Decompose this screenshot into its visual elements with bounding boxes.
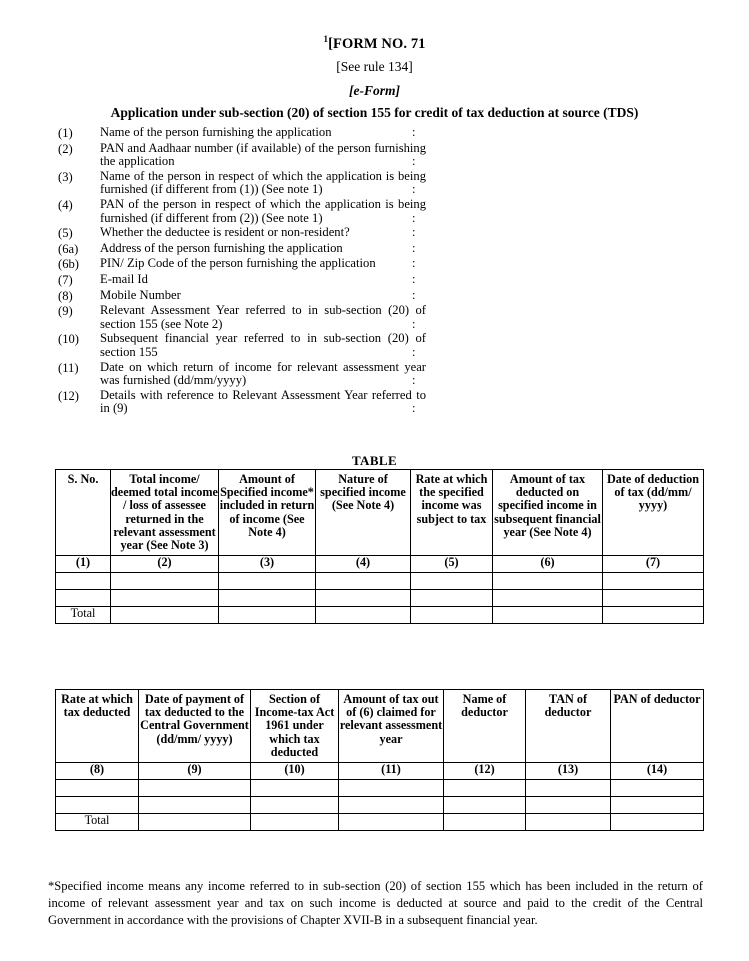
form-field-colon: : bbox=[412, 373, 416, 388]
form-field-number: (6b) bbox=[58, 257, 79, 272]
column-number: (3) bbox=[219, 556, 316, 573]
table-cell-empty[interactable] bbox=[251, 814, 339, 831]
form-field-colon: : bbox=[412, 344, 416, 359]
table-cell-empty[interactable] bbox=[444, 814, 526, 831]
table-cell-empty[interactable] bbox=[56, 590, 111, 607]
column-number: (5) bbox=[411, 556, 493, 573]
table-total-row bbox=[56, 814, 704, 831]
table-cell-empty[interactable] bbox=[339, 780, 444, 797]
footnote-specified-income: *Specified income means any income referred to in sub-section (20) of section 155 which has been included in the return of income of relevant assessment year and tax on such income is deducted at source and paid to the credit of the Central Government in accordance with the provisions of Chapter XVII-B in a subsequent financial year. bbox=[48, 879, 703, 927]
form-field-label: PAN and Aadhaar number (if available) of the person furnishing the application bbox=[100, 140, 426, 169]
table-cell-empty[interactable] bbox=[56, 573, 111, 590]
table-cell-empty[interactable] bbox=[56, 797, 139, 814]
form-field-label: Subsequent financial year referred to in sub-section (20) of section 155 bbox=[100, 331, 426, 359]
table-cell-empty[interactable] bbox=[251, 797, 339, 814]
form-field-row bbox=[56, 226, 426, 241]
column-number: (12) bbox=[444, 763, 526, 780]
form-field-row bbox=[56, 142, 426, 169]
form-field-number: (11) bbox=[58, 360, 79, 375]
table-cell-empty[interactable] bbox=[493, 607, 603, 624]
table-cell-empty[interactable] bbox=[444, 780, 526, 797]
footnote-marker-1: 1 bbox=[323, 34, 329, 44]
form-field-label: Whether the deductee is resident or non-resident? bbox=[100, 225, 350, 240]
table-cell-empty[interactable] bbox=[526, 797, 611, 814]
table-cell-empty[interactable] bbox=[219, 607, 316, 624]
form-field-row bbox=[56, 304, 426, 331]
form-field-label: PAN of the person in respect of which the application is being furnished (if different from (2)) (See note 1) bbox=[100, 196, 426, 225]
table-cell-empty[interactable] bbox=[139, 814, 251, 831]
table-cell-empty[interactable] bbox=[444, 797, 526, 814]
form-field-row bbox=[56, 242, 426, 257]
form-field-row bbox=[56, 273, 426, 288]
form-field-row bbox=[56, 361, 426, 388]
form-field-label: PIN/ Zip Code of the person furnishing the application bbox=[100, 256, 376, 271]
table-cell-empty[interactable] bbox=[611, 780, 704, 797]
table-two-head bbox=[56, 690, 704, 763]
table-one-body bbox=[56, 556, 704, 624]
column-number: (1) bbox=[56, 556, 111, 573]
form-field-colon: : bbox=[412, 316, 416, 331]
form-field-row bbox=[56, 126, 426, 141]
form-field-colon: : bbox=[412, 271, 416, 286]
form-field-colon: : bbox=[412, 256, 416, 271]
application-subtitle: Application under sub-section (20) of section 155 for credit of tax deduction at source (TDS) bbox=[110, 105, 639, 120]
column-header: S. No. bbox=[56, 470, 111, 556]
column-number: (6) bbox=[493, 556, 603, 573]
column-number: (4) bbox=[316, 556, 411, 573]
form-field-colon: : bbox=[412, 125, 416, 139]
column-header: Nature of specified income (See Note 4) bbox=[316, 470, 411, 556]
column-header: PAN of deductor bbox=[611, 690, 704, 763]
form-field-colon: : bbox=[412, 154, 416, 169]
form-field-label: Address of the person furnishing the application bbox=[100, 240, 343, 255]
column-number-row bbox=[56, 556, 704, 573]
column-number: (14) bbox=[611, 763, 704, 780]
table-cell-empty[interactable] bbox=[339, 814, 444, 831]
form-field-row bbox=[56, 198, 426, 225]
table-header-row bbox=[56, 470, 704, 556]
form-field-number: (7) bbox=[58, 272, 73, 287]
table-cell-empty[interactable] bbox=[111, 607, 219, 624]
table-cell-empty[interactable] bbox=[603, 573, 704, 590]
column-header: Date of payment of tax deducted to the Central Government (dd/mm/ yyyy) bbox=[139, 690, 251, 763]
column-number: (7) bbox=[603, 556, 704, 573]
form-field-number: (3) bbox=[58, 169, 73, 184]
column-number: (9) bbox=[139, 763, 251, 780]
column-number: (11) bbox=[339, 763, 444, 780]
table-cell-empty[interactable] bbox=[111, 573, 219, 590]
form-field-label: Name of the person furnishing the application bbox=[100, 125, 332, 139]
column-header: Rate at which the specified income was subject to tax bbox=[411, 470, 493, 556]
table-total-row bbox=[56, 607, 704, 624]
form-field-number: (6a) bbox=[58, 241, 79, 256]
table-columns-8-14 bbox=[55, 689, 704, 831]
form-field-label: Name of the person in respect of which the application is being furnished (if different from (1)) (See note 1) bbox=[100, 168, 426, 197]
table-cell-empty[interactable] bbox=[611, 797, 704, 814]
table-cell-empty[interactable] bbox=[493, 573, 603, 590]
form-field-number: (2) bbox=[58, 141, 73, 156]
table-cell-empty[interactable] bbox=[526, 814, 611, 831]
form-field-label: Mobile Number bbox=[100, 287, 181, 302]
eform-label: [e-Form] bbox=[349, 83, 400, 98]
table-cell-empty[interactable] bbox=[251, 780, 339, 797]
table-cell-empty[interactable] bbox=[219, 573, 316, 590]
table-header-row bbox=[56, 690, 704, 763]
form-field-label: E-mail Id bbox=[100, 271, 148, 286]
column-header: Rate at which tax deducted bbox=[56, 690, 139, 763]
table-cell-empty[interactable] bbox=[219, 590, 316, 607]
column-number: (2) bbox=[111, 556, 219, 573]
total-label: Total bbox=[56, 814, 139, 831]
column-header: Amount of Specified income* included in return of income (See Note 4) bbox=[219, 470, 316, 556]
form-field-row bbox=[56, 170, 426, 197]
column-number: (10) bbox=[251, 763, 339, 780]
table-cell-empty[interactable] bbox=[56, 780, 139, 797]
form-field-row bbox=[56, 332, 426, 359]
column-header: Date of deduction of tax (dd/mm/ yyyy) bbox=[603, 470, 704, 556]
table-cell-empty[interactable] bbox=[526, 780, 611, 797]
column-header: Amount of tax out of (6) claimed for relevant assessment year bbox=[339, 690, 444, 763]
table-cell-empty[interactable] bbox=[339, 797, 444, 814]
table-cell-empty[interactable] bbox=[139, 780, 251, 797]
form-field-colon: : bbox=[412, 182, 416, 197]
table-cell-empty[interactable] bbox=[139, 797, 251, 814]
form-field-number: (9) bbox=[58, 304, 73, 319]
form-field-colon: : bbox=[412, 401, 416, 416]
form-field-colon: : bbox=[412, 240, 416, 255]
form-field-label: Details with reference to Relevant Assessment Year referred to in (9) bbox=[100, 387, 426, 416]
form-field-number: (8) bbox=[58, 288, 73, 303]
form-field-number: (5) bbox=[58, 226, 73, 241]
column-header: TAN of deductor bbox=[526, 690, 611, 763]
table-cell-empty[interactable] bbox=[316, 573, 411, 590]
table-row bbox=[56, 573, 704, 590]
form-field-number: (1) bbox=[58, 126, 73, 140]
table-one-head bbox=[56, 470, 704, 556]
form-field-row bbox=[56, 389, 426, 416]
form-field-colon: : bbox=[412, 287, 416, 302]
form-title-text: [FORM NO. 71 bbox=[328, 35, 426, 52]
table-cell-empty[interactable] bbox=[411, 590, 493, 607]
column-header: Total income/ deemed total income / loss of assessee returned in the relevant assessment year (See Note 3) bbox=[111, 470, 219, 556]
table-row bbox=[56, 590, 704, 607]
form-field-row bbox=[56, 289, 426, 304]
table-cell-empty[interactable] bbox=[111, 590, 219, 607]
table-cell-empty[interactable] bbox=[411, 607, 493, 624]
table-cell-empty[interactable] bbox=[316, 590, 411, 607]
form-field-colon: : bbox=[412, 225, 416, 240]
table-row bbox=[56, 797, 704, 814]
table-cell-empty[interactable] bbox=[603, 590, 704, 607]
table-cell-empty[interactable] bbox=[411, 573, 493, 590]
table-cell-empty[interactable] bbox=[603, 607, 704, 624]
form-fields-list bbox=[56, 126, 426, 417]
table-cell-empty[interactable] bbox=[611, 814, 704, 831]
table-columns-1-7 bbox=[55, 469, 704, 624]
form-field-row bbox=[56, 257, 426, 272]
table-two-body bbox=[56, 763, 704, 831]
column-header: Name of deductor bbox=[444, 690, 526, 763]
column-header: Amount of tax deducted on specified income in subsequent financial year (See Note 4) bbox=[493, 470, 603, 556]
form-field-number: (10) bbox=[58, 332, 79, 347]
table-row bbox=[56, 780, 704, 797]
column-header: Section of Income-tax Act 1961 under which tax deducted bbox=[251, 690, 339, 763]
form-field-label: Relevant Assessment Year referred to in sub-section (20) of section 155 (see Note 2) bbox=[100, 303, 426, 331]
table-caption: TABLE bbox=[351, 453, 398, 468]
column-number: (8) bbox=[56, 763, 139, 780]
rule-reference: [See rule 134] bbox=[336, 59, 413, 74]
column-number: (13) bbox=[526, 763, 611, 780]
form-field-label: Date on which return of income for relevant assessment year was furnished (dd/mm/yyyy) bbox=[100, 359, 426, 388]
total-label: Total bbox=[56, 607, 111, 624]
table-cell-empty[interactable] bbox=[493, 590, 603, 607]
form-field-number: (12) bbox=[58, 388, 79, 403]
form-field-number: (4) bbox=[58, 197, 73, 212]
column-number-row bbox=[56, 763, 704, 780]
table-cell-empty[interactable] bbox=[316, 607, 411, 624]
form-field-colon: : bbox=[412, 210, 416, 225]
page-title bbox=[0, 34, 749, 53]
